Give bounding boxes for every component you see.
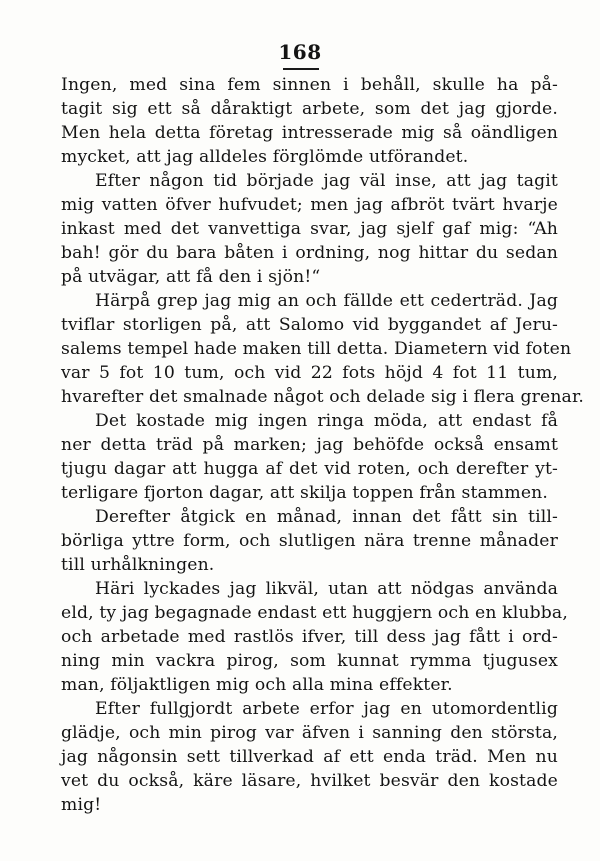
text-line: mycket, att jag alldeles förglömde utförandet.	[61, 147, 469, 167]
text-line: salems tempel hade maken till detta. Diametern vid foten	[61, 339, 572, 359]
text-line: och arbetade med rastlös ifver, till dess jag fått i ord-	[61, 627, 558, 647]
paragraph	[61, 577, 568, 697]
text-line: till urhålkningen.	[61, 555, 215, 575]
text-line: tagit sig ett så dåraktigt arbete, som det jag gjorde.	[61, 99, 558, 119]
text-line: glädje, och min pirog var äfven i sanning den största,	[61, 723, 558, 743]
text-line: ner detta träd på marken; jag behöfde också ensamt	[61, 435, 558, 455]
text-line: Ingen, med sina fem sinnen i behåll, skulle ha på-	[61, 75, 558, 95]
paragraph	[61, 505, 558, 577]
text-line: ning min vackra pirog, som kunnat rymma tjugusex	[61, 651, 558, 671]
text-line: börliga yttre form, och slutligen nära trenne månader	[61, 531, 558, 551]
text-line: vet du också, käre läsare, hvilket besvär den kostade	[61, 771, 558, 791]
paragraph	[61, 697, 558, 817]
text-line: tjugu dagar att hugga af det vid roten, och derefter yt-	[61, 459, 558, 479]
text-line: Det kostade mig ingen ringa möda, att endast få	[95, 411, 558, 431]
body-text	[61, 73, 585, 817]
text-line: man, följaktligen mig och alla mina effekter.	[61, 675, 453, 695]
paragraph	[61, 289, 585, 409]
page-number: 168	[278, 40, 322, 64]
text-line: jag någonsin sett tillverkad af ett enda träd. Men nu	[61, 747, 558, 767]
text-line: Men hela detta företag intresserade mig så oändligen	[61, 123, 558, 143]
text-line: mig vatten öfver hufvudet; men jag afbröt tvärt hvarje	[61, 195, 558, 215]
text-line: terligare fjorton dagar, att skilja toppen från stammen.	[61, 483, 548, 503]
text-line: Häri lyckades jag likväl, utan att nödgas använda	[95, 579, 558, 599]
text-line: Efter någon tid började jag väl inse, att jag tagit	[95, 171, 558, 191]
text-line: Derefter åtgick en månad, innan det fått sin till-	[95, 507, 558, 527]
text-line: Efter fullgjordt arbete erfor jag en utomordentlig	[95, 699, 558, 719]
text-line: bah! gör du bara båten i ordning, nog hittar du sedan	[61, 243, 558, 263]
text-line: eld, ty jag begagnade endast ett huggjern och en klubba,	[61, 603, 568, 623]
text-line: inkast med det vanvettiga svar, jag sjelf gaf mig: “Ah	[61, 219, 558, 239]
header-rule	[283, 68, 319, 70]
text-line: var 5 fot 10 tum, och vid 22 fots höjd 4 fot 11 tum,	[61, 363, 558, 383]
paragraph	[61, 409, 558, 505]
paragraph	[61, 169, 558, 289]
text-line: Härpå grep jag mig an och fällde ett cederträd. Jag	[95, 291, 558, 311]
paragraph	[61, 73, 558, 169]
text-line: hvarefter det smalnade något och delade sig i flera grenar.	[61, 387, 585, 407]
text-line: på utvägar, att få den i sjön!“	[61, 267, 321, 287]
text-line: mig!	[61, 795, 102, 815]
text-line: tviflar storligen på, att Salomo vid byggandet af Jeru-	[61, 315, 558, 335]
